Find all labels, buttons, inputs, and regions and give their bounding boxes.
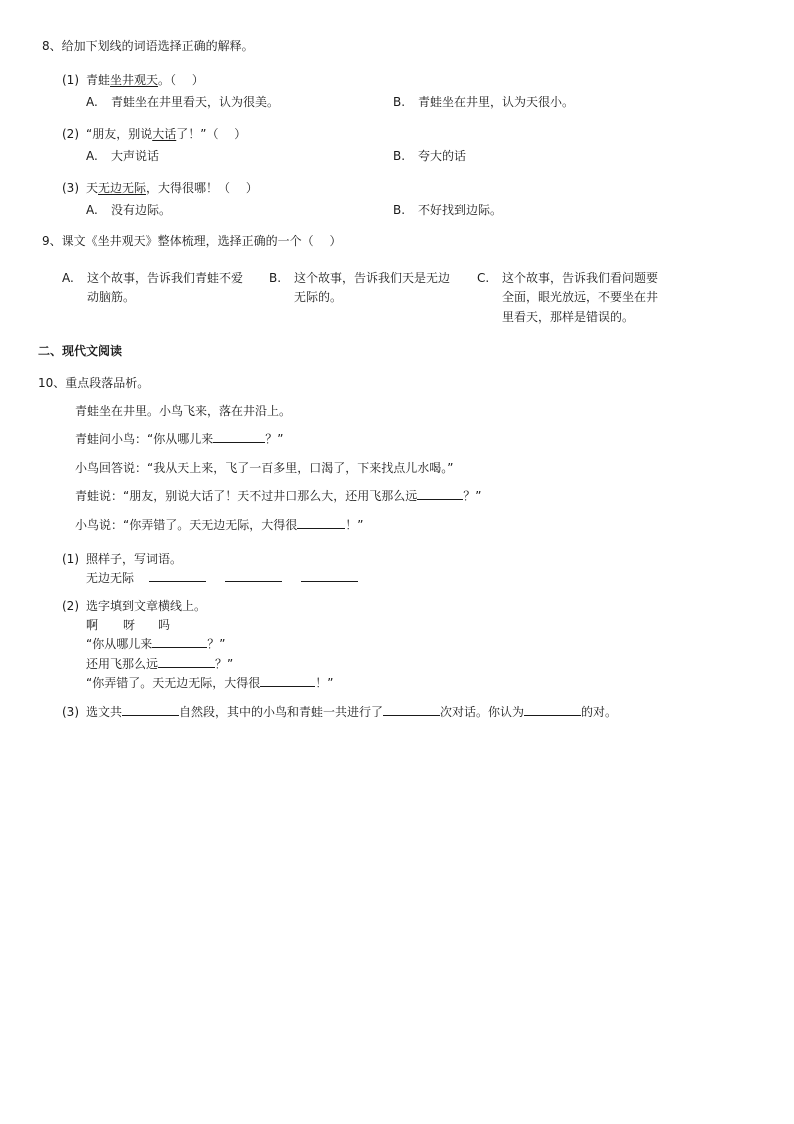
answer-blank[interactable] xyxy=(301,570,358,586)
answer-blank[interactable] xyxy=(260,675,315,687)
q8-2-number: (2) xyxy=(62,127,79,141)
char-choice: 吗 xyxy=(158,618,171,632)
q10-1-example: 无边无际 xyxy=(86,571,135,585)
passage-line-2: 青蛙问小鸟：“你从哪儿来 ？” xyxy=(75,432,284,446)
q8-2-option-a: 大声说话 xyxy=(111,149,160,163)
passage-line-5: 小鸟说：“你弄错了。天无边无际，大得很 ！” xyxy=(75,518,364,532)
q8-1-option-b-label: B. xyxy=(393,95,406,109)
answer-blank[interactable] xyxy=(297,517,345,529)
answer-blank[interactable] xyxy=(225,570,282,586)
passage-line-3: 小鸟回答说：“我从天上来，飞了一百多里，口渴了，下来找点儿水喝。” xyxy=(75,461,454,475)
answer-blank[interactable] xyxy=(213,431,265,443)
q10-3-number: (3) xyxy=(62,705,79,719)
q8-1-option-b: 青蛙坐在井里，认为天很小。 xyxy=(418,95,575,109)
q10-2-line-3: “你弄错了。天无边无际，大得很 ！” xyxy=(86,676,334,690)
q8-2-option-a-label: A. xyxy=(86,149,98,163)
q8-3-option-b-label: B. xyxy=(393,203,406,217)
q8-1-question: 青蛙坐井观天。（ ） xyxy=(86,73,204,87)
answer-blank[interactable] xyxy=(122,704,179,716)
q8-3-option-a-label: A. xyxy=(86,203,98,217)
q10-2-instruction: 选字填到文章横线上。 xyxy=(86,599,207,613)
q10-2-number: (2) xyxy=(62,599,79,613)
q10-1-number: (1) xyxy=(62,552,79,566)
section-heading: 二、现代文阅读 xyxy=(38,344,123,358)
char-choice: 呀 xyxy=(123,618,136,632)
answer-blank[interactable] xyxy=(524,704,581,716)
q8-3-option-a: 没有边际。 xyxy=(111,203,172,217)
q9-option-b-line2: 无际的。 xyxy=(294,290,343,304)
q8-1-option-a: 青蛙坐在井里看天，认为很美。 xyxy=(111,95,280,109)
passage-line-1: 青蛙坐在井里。小鸟飞来，落在井沿上。 xyxy=(75,404,292,418)
answer-blank[interactable] xyxy=(152,636,207,648)
answer-blank[interactable] xyxy=(417,488,463,500)
q10-2-line-2: 还用飞那么远 ？” xyxy=(86,657,234,671)
q9-option-a-label: A. xyxy=(62,271,74,285)
q8-3-option-b: 不好找到边际。 xyxy=(418,203,503,217)
q8-2-question: “朋友，别说大话了！”（ ） xyxy=(86,127,247,141)
q9-stem: 9、课文《坐井观天》整体梳理，选择正确的一个（ ） xyxy=(42,234,342,248)
q8-3-number: (3) xyxy=(62,181,79,195)
q10-stem: 10、重点段落品析。 xyxy=(38,376,150,390)
passage-line-4: 青蛙说：“朋友，别说大话了！天不过井口那么大，还用飞那么远 ？” xyxy=(75,489,482,503)
answer-blank[interactable] xyxy=(149,570,206,586)
q10-2-line-1: “你从哪儿来 ？” xyxy=(86,637,226,651)
answer-blank[interactable] xyxy=(383,704,440,716)
q10-3-question: 选文共 自然段，其中的小鸟和青蛙一共进行了 次对话。你认为 的对。 xyxy=(86,705,618,719)
q8-2-option-b-label: B. xyxy=(393,149,406,163)
q9-option-c-line3: 里看天，那样是错误的。 xyxy=(502,310,635,324)
char-choice: 啊 xyxy=(86,618,99,632)
q9-option-c-line2: 全面，眼光放远，不要坐在井 xyxy=(502,290,659,304)
q8-1-option-a-label: A. xyxy=(86,95,98,109)
q9-option-b-label: B. xyxy=(269,271,282,285)
q8-1-number: (1) xyxy=(62,73,79,87)
q9-option-a-line2: 动脑筋。 xyxy=(87,290,136,304)
q10-1-instruction: 照样子，写词语。 xyxy=(86,552,183,566)
q9-option-c-label: C. xyxy=(477,271,490,285)
q9-option-a-line1: 这个故事，告诉我们青蛙不爱 xyxy=(87,271,244,285)
answer-blank[interactable] xyxy=(158,656,215,668)
q8-2-option-b: 夸大的话 xyxy=(418,149,467,163)
q8-stem: 8、给加下划线的词语选择正确的解释。 xyxy=(42,39,254,53)
q9-option-b-line1: 这个故事，告诉我们天是无边 xyxy=(294,271,451,285)
q8-3-question: 天无边无际，大得很哪！（ ） xyxy=(86,181,258,195)
q9-option-c-line1: 这个故事，告诉我们看问题要 xyxy=(502,271,659,285)
